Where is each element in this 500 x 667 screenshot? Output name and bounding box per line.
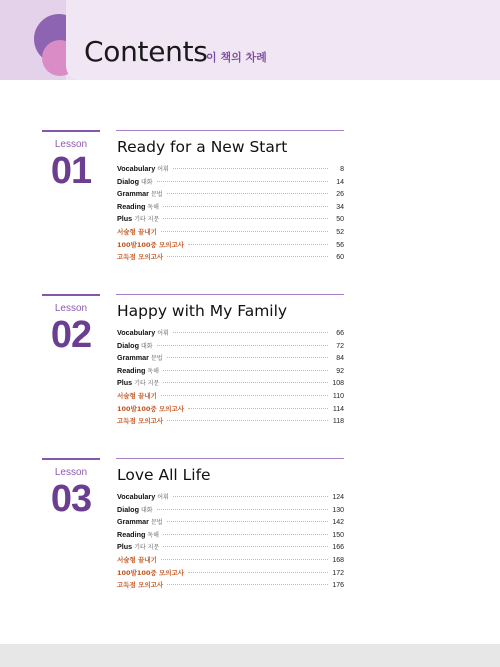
toc-entry[interactable] <box>117 529 344 542</box>
toc-entry-title: 100발100중 모의고사 <box>117 404 185 413</box>
dot-leader <box>173 496 328 497</box>
dot-leader <box>188 244 328 245</box>
toc-entry-page: 14 <box>336 178 344 186</box>
toc-entry[interactable] <box>117 365 344 378</box>
toc-entry-page: 150 <box>332 531 344 539</box>
toc-entry-page: 176 <box>332 582 344 590</box>
toc-entry-title: 고득점 모의고사 <box>117 253 164 262</box>
toc-entry-page: 92 <box>336 367 344 375</box>
toc-entry-korean: 문법 <box>150 519 163 527</box>
lesson-number: 02 <box>50 314 92 356</box>
toc-entry-korean: 대화 <box>140 342 153 350</box>
toc-entry-special[interactable] <box>117 239 344 252</box>
toc-entry-page: 168 <box>332 556 344 564</box>
dot-leader <box>167 256 328 257</box>
lesson-title-rule <box>116 294 344 295</box>
toc-entry-title: Grammar <box>117 353 149 363</box>
toc-entry[interactable] <box>117 516 344 529</box>
dot-leader <box>163 382 328 383</box>
toc-entry-title: Vocabulary <box>117 164 156 173</box>
page-subtitle: 이 책의 차례 <box>206 51 267 64</box>
lesson-title: Ready for a New Start <box>117 138 288 156</box>
toc-entry[interactable] <box>117 213 344 226</box>
lesson-label: Lesson <box>54 139 88 150</box>
toc-entry-title: 100발100중 모의고사 <box>117 240 185 249</box>
toc-entry-page: 172 <box>332 569 344 577</box>
toc-entry-title: Grammar <box>117 517 149 527</box>
toc-entry-korean: 기타 지문 <box>134 544 160 552</box>
toc-entry-title: Plus <box>117 542 133 552</box>
toc-entry-page: 66 <box>336 330 344 337</box>
dot-leader <box>161 231 328 232</box>
toc-entry-korean: 독해 <box>147 203 159 211</box>
lesson-number: 01 <box>50 150 92 192</box>
lesson-title-rule <box>116 130 344 131</box>
toc-entry[interactable] <box>117 176 344 189</box>
toc-entry-page: 56 <box>336 241 344 249</box>
lesson-left-rule <box>42 458 100 460</box>
dot-leader <box>161 559 328 560</box>
toc-entry-page: 52 <box>336 228 344 236</box>
toc-entry-title: 서술형 끝내기 <box>117 391 157 400</box>
lesson-left-rule <box>42 130 100 132</box>
toc-entry-special[interactable] <box>117 251 344 264</box>
toc-entry[interactable] <box>117 352 344 365</box>
dot-leader <box>157 509 328 510</box>
toc-entry[interactable] <box>117 377 344 390</box>
toc-entry[interactable] <box>117 504 344 517</box>
lesson-section-03 <box>0 458 500 608</box>
lesson-section-02 <box>0 294 500 444</box>
toc-entry-korean: 문법 <box>150 355 163 363</box>
dot-leader <box>188 572 328 573</box>
toc-entry-title: Reading <box>117 365 146 375</box>
dot-leader <box>167 193 328 194</box>
toc-entry-page: 110 <box>332 392 344 400</box>
toc-entry-title: 고득점 모의고사 <box>117 581 164 590</box>
toc-entry-korean: 어휘 <box>157 166 169 173</box>
toc-entry[interactable] <box>117 163 344 176</box>
toc-list <box>117 491 344 592</box>
lesson-number: 03 <box>50 478 92 520</box>
toc-entry-title: 고득점 모의고사 <box>117 417 164 426</box>
toc-entry[interactable] <box>117 201 344 214</box>
toc-entry-korean: 독해 <box>147 531 159 539</box>
dot-leader <box>173 332 328 333</box>
toc-entry-page: 8 <box>340 166 344 173</box>
toc-entry-korean: 문법 <box>150 191 163 199</box>
page-title: Contents <box>84 35 208 68</box>
toc-entry-korean: 대화 <box>140 506 153 514</box>
dot-leader <box>167 357 328 358</box>
lesson-label: Lesson <box>54 303 88 314</box>
toc-entry-page: 72 <box>336 342 344 350</box>
dot-leader <box>163 534 328 535</box>
dot-leader <box>163 206 328 207</box>
dot-leader <box>163 218 328 219</box>
toc-entry-page: 50 <box>336 216 344 224</box>
dot-leader <box>163 546 328 547</box>
toc-entry-page: 26 <box>336 191 344 199</box>
toc-entry-title: Grammar <box>117 189 149 199</box>
dot-leader <box>173 168 328 169</box>
page-header <box>0 0 500 80</box>
dot-leader <box>161 395 328 396</box>
toc-list <box>117 163 344 264</box>
toc-entry-title: Plus <box>117 214 133 224</box>
toc-entry-korean: 기타 지문 <box>134 216 160 224</box>
lesson-label: Lesson <box>54 467 88 478</box>
lesson-title-rule <box>116 458 344 459</box>
toc-entry[interactable] <box>117 541 344 554</box>
lesson-title: Love All Life <box>117 466 211 484</box>
dot-leader <box>157 181 328 182</box>
toc-entry-title: Dialog <box>117 340 139 350</box>
toc-entry-title: Plus <box>117 378 133 388</box>
dot-leader <box>167 584 328 585</box>
toc-entry-special[interactable] <box>117 226 344 239</box>
toc-entry-page: 124 <box>332 494 344 501</box>
toc-entry-title: Reading <box>117 529 146 539</box>
toc-entry-special[interactable] <box>117 579 344 592</box>
toc-entry-page: 142 <box>332 519 344 527</box>
toc-entry[interactable] <box>117 340 344 353</box>
toc-entry-title: Vocabulary <box>117 492 156 501</box>
toc-entry-page: 60 <box>336 254 344 262</box>
lesson-title: Happy with My Family <box>117 302 288 320</box>
toc-entry-korean: 어휘 <box>157 330 169 337</box>
toc-entry-page: 118 <box>332 418 344 426</box>
dot-leader <box>167 521 328 522</box>
toc-entry-special[interactable] <box>117 390 344 403</box>
toc-entry-page: 108 <box>332 380 344 388</box>
toc-entry[interactable] <box>117 491 344 504</box>
lesson-section-01 <box>0 130 500 280</box>
toc-entry-korean: 기타 지문 <box>134 380 160 388</box>
dot-leader <box>167 420 328 421</box>
toc-entry-special[interactable] <box>117 554 344 567</box>
toc-entry-korean: 대화 <box>140 178 153 186</box>
toc-entry-korean: 어휘 <box>157 494 169 501</box>
toc-entry-page: 34 <box>336 203 344 211</box>
toc-entry-special[interactable] <box>117 403 344 416</box>
toc-list <box>117 327 344 428</box>
dot-leader <box>163 370 328 371</box>
dot-leader <box>188 408 328 409</box>
page-footer-band <box>0 644 500 667</box>
toc-entry-title: 100발100중 모의고사 <box>117 568 185 577</box>
toc-entry[interactable] <box>117 327 344 340</box>
toc-entry-korean: 독해 <box>147 367 159 375</box>
toc-entry-page: 84 <box>336 355 344 363</box>
lesson-left-rule <box>42 294 100 296</box>
toc-entry[interactable] <box>117 188 344 201</box>
toc-entry-title: Dialog <box>117 504 139 514</box>
toc-entry-title: Vocabulary <box>117 328 156 337</box>
toc-entry-title: Reading <box>117 201 146 211</box>
toc-entry-title: 서술형 끝내기 <box>117 555 157 564</box>
toc-entry-page: 130 <box>332 506 344 514</box>
toc-entry-special[interactable] <box>117 415 344 428</box>
toc-entry-title: 서술형 끝내기 <box>117 227 157 236</box>
toc-entry-title: Dialog <box>117 176 139 186</box>
dot-leader <box>157 345 328 346</box>
toc-entry-page: 114 <box>332 405 344 413</box>
toc-entry-special[interactable] <box>117 567 344 580</box>
toc-entry-page: 166 <box>332 544 344 552</box>
